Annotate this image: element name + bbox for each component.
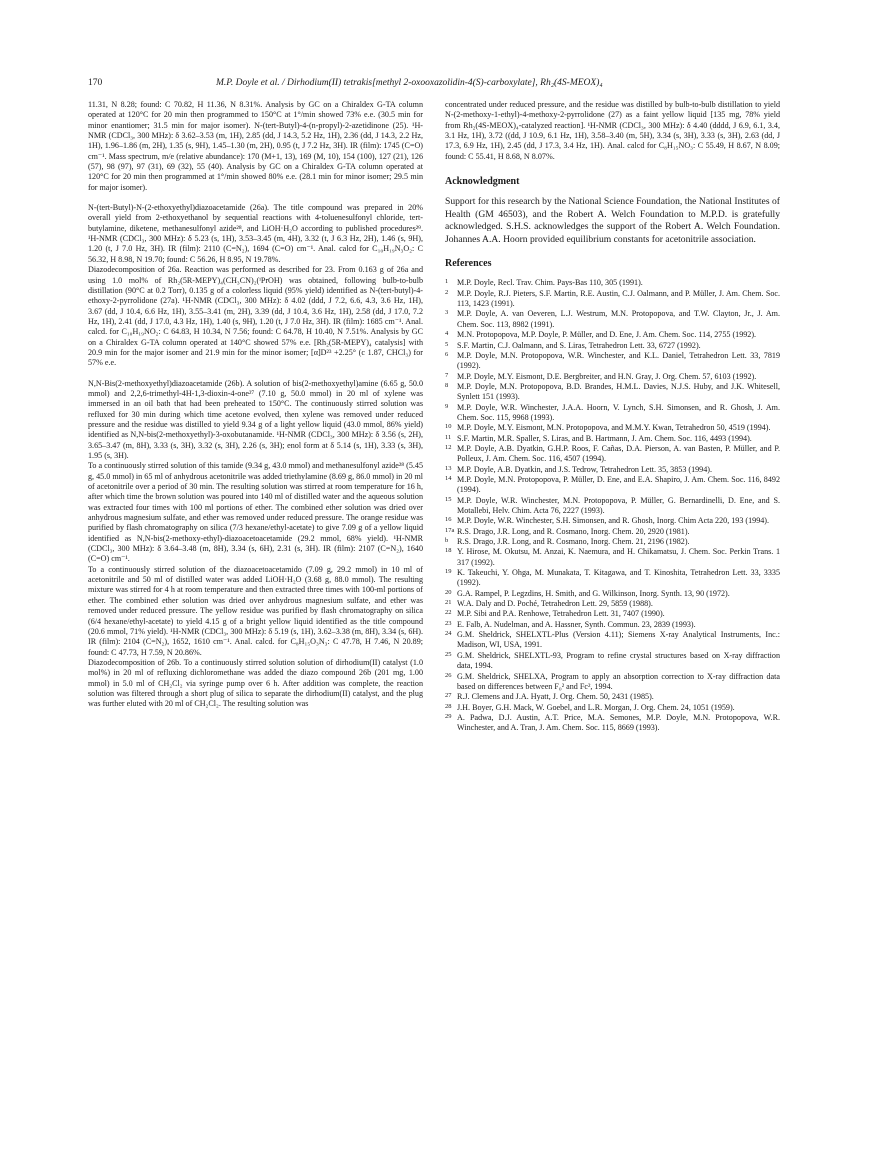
body-paragraph: To a continuously stirred solution of the diazoacetoacetamido (7.09 g, 29.2 mmol) in 10 ml of acetonitrile and 50 ml of distilled water was added LiOH·H₂O (3.68 g, 88.0 mmol). The resulting mixture was stirred for 4 h at room temperature and then extracted three times with 100-ml portions of ether. The combined ether solution was dried over anhydrous magnesium sulfate, and ether was removed under reduced pressure. The yellow residue was purified by flash chromatography on silica (6/4 hexane/ethyl-acetate) to yield 4.15 g of a bright yellow liquid identified as the title compound (20.6 mmol, 71% yield). ¹H-NMR (CDCl₃, 300 MHz): δ 5.19 (s, 1H), 3.62–3.38 (m, 8H), 3.34 (s, 6H). IR (film): 2104 (C=N₂), 1652, 1610 cm⁻¹. Anal. calcd. for C₈H₁₅O₃N₃: C 47.78, H 7.46, N 20.89; found: C 47.73, H 7.59, N 20.86%. <box>88 564 423 657</box>
reference-number: 9 <box>445 402 449 410</box>
reference-item <box>445 620 780 630</box>
reference-number: 29 <box>445 712 452 720</box>
reference-item <box>445 516 780 526</box>
reference-number: 17a <box>445 526 455 534</box>
reference-number: 14 <box>445 474 452 482</box>
reference-number: 22 <box>445 609 452 617</box>
reference-text: M.N. Protopopova, M.P. Doyle, P. Müller, and D. Ene, J. Am. Chem. Soc. 114, 2755 (1992). <box>457 330 757 340</box>
reference-item <box>445 630 780 651</box>
acknowledgment-text: Support for this research by the National Science Foundation, the National Institutes of Health (GM 46503), and the Robert A. Welch Foundation to M.P.D. is gratefully acknowledged. S.H.S. acknowledges the support of the Robert A. Welch Foundation. Johannes A.A. Hoorn provided equilibrium constants for acetonitrile association. <box>445 196 780 245</box>
reference-item <box>445 330 780 340</box>
reference-text: J.H. Boyer, G.H. Mack, W. Goebel, and L.R. Morgan, J. Org. Chem. 24, 1051 (1959). <box>457 702 735 712</box>
reference-text: M.P. Doyle, A. van Oeveren, L.J. Westrum, M.N. Protopopova, and T.W. Clayton, Jr., J. Am. Chem. Soc. 113, 8982 (1991). <box>457 309 780 329</box>
reference-number: 5 <box>445 340 449 348</box>
reference-item <box>445 609 780 619</box>
body-paragraph: N-(tert-Butyl)-N-(2-ethoxyethyl)diazoacetamide (26a). The title compound was prepared in 20% overall yield from 2-ethoxyethanol by sequential reactions with 4-toluenesulfonyl chloride, tert-butylamine, diketene, methanesulfonyl azide²⁸, and LiOH·H₂O according to published procedures²⁹. ¹H-NMR (CDCl₃, 300 MHz): δ 5.23 (s, 1H), 3.53–3.45 (m, 4H), 3.32 (t, J 6.3 Hz, 2H), 1.46 (s, 9H), 1.20 (t, J 7.0 Hz, 3H). IR (film): 2110 (C=N₂), 1694 (C=O) cm⁻¹. Anal. calcd for C₁₀H₁₉N₃O₂: C 56.32, H 8.98, N 19.70; found: C 56.26, H 8.95, N 19.78%. <box>88 203 423 264</box>
reference-item <box>445 434 780 444</box>
reference-item <box>445 537 780 547</box>
reference-text: M.P. Doyle, M.N. Protopopova, W.R. Winchester, and K.L. Daniel, Tetrahedron Lett. 33, 7819 (1992). <box>457 350 780 371</box>
reference-number: 8 <box>445 381 449 389</box>
reference-item <box>445 496 780 517</box>
reference-number: 2 <box>445 288 449 296</box>
body-paragraph: Diazodecomposition of 26a. Reaction was performed as described for 23. From 0.163 g of 26a and using 1.0 mol% of Rh₂(5R-MEPY)₄(CH₃CN)₂(ⁱPrOH) was obtained, following bulb-to-bulb distillation (90°C at 0.2 Torr), 0.135 g of a colorless liquid (95% yield) identified as N-(tert-butyl)-4-ethoxy-2-pyrrolidone (27a). ¹H-NMR (CDCl₃, 300 MHz): δ 4.02 (ddd, J 7.2, 6.6, 4.3, 3.6 Hz, 1H), 3.67 (dd, J 10.4, 6.6 Hz, 1H), 3.55–3.41 (m, 2H), 3.39 (dd, J 10.4, 3.6 Hz, 1H), 2.58 (dd, J 17.0, 7.2 Hz, 1H), 2.41 (dd, J 17.0, 4.3 Hz, 1H), 1.40 (s, 9H), 1.20 (t, J 7.0 Hz, 3H). IR (film): 1685 cm⁻¹. Anal. calcd. for C₁₀H₁₉NO₂: C 64.83, H 10.34, N 7.56; found: C 64.78, H 10.40, N 7.51%. Analysis by GC on a Chiraldex G-TA column operated at 140°C showed 57% e.e. [Rh₂(5R-MEPY)₄ catalysis] with 20.9 min for the major isomer and 21.9 min for the minor isomer; [α]D²³ +2.25° (c 1.87, CHCl₃) for 57% e.e. <box>88 265 423 368</box>
reference-item <box>445 341 780 351</box>
reference-item <box>445 475 780 496</box>
reference-item <box>445 672 780 693</box>
reference-text: M.P. Doyle, M.N. Protopopova, P. Müller, D. Ene, and E.A. Shapiro, J. Am. Chem. Soc. 116, 8492 (1994). <box>457 474 780 495</box>
reference-number: 20 <box>445 588 452 596</box>
reference-text: K. Takeuchi, Y. Ohga, M. Munakata, T. Kitagawa, and T. Kinoshita, Tetrahedron Lett. 33, 3335 (1992). <box>457 568 780 588</box>
reference-text: Y. Hirose, M. Okutsu, M. Anzai, K. Naemura, and H. Chikamatsu, J. Chem. Soc. Perkin Trans. 1 317 (1992). <box>457 547 780 567</box>
acknowledgment-heading: Acknowledgment <box>445 176 520 188</box>
reference-item <box>445 547 780 568</box>
reference-item <box>445 703 780 713</box>
reference-number: 25 <box>445 650 452 658</box>
reference-item <box>445 351 780 372</box>
reference-item <box>445 589 780 599</box>
reference-number: 16 <box>445 516 452 524</box>
reference-item <box>445 278 780 288</box>
reference-item <box>445 403 780 424</box>
reference-number: 26 <box>445 671 452 679</box>
page-header <box>88 76 788 90</box>
reference-text: M.P. Doyle, W.R. Winchester, J.A.A. Hoorn, V. Lynch, S.H. Simonsen, and R. Ghosh, J. Am. Chem. Soc. 115, 9968 (1993). <box>457 402 780 422</box>
reference-text: M.P. Doyle, M.N. Protopopova, B.D. Brandes, H.M.L. Davies, N.J.S. Huby, and J.K. Whitesell, Synlett 151 (1993). <box>457 381 780 402</box>
reference-item <box>445 568 780 589</box>
reference-item <box>445 651 780 672</box>
reference-number: 27 <box>445 692 452 700</box>
body-paragraph: concentrated under reduced pressure, and the residue was distilled by bulb-to-bulb distillation to yield N-(2-methoxy-1-ethyl)-4-methoxy-2-pyrrolidone (27) as a faint yellow liquid [135 mg, 78% yield from Rh₂(4S-MEOX)₄-catalyzed reaction]. ¹H-NMR (CDCl₃, 300 MHz): δ 4.40 (dddd, J 6.9, 6.1, 3.4, 3.1 Hz, 1H), 3.72 ((dd, J 10.9, 6.1 Hz, 1H), 3.58–3.40 (m, 5H), 3.34 (s, 3H), 3.33 (s, 3H), 2.63 (dd, J 17.3, 6.9 Hz, 1H), 2.45 (dd, J 17.3, 3.4 Hz, 1H). Anal. calcd for C₈H₁₅NO₃: C 55.49, H 8.67, N 8.09; found: C 55.41, H 8.68, N 8.07%. <box>445 100 780 161</box>
reference-item <box>445 444 780 465</box>
reference-number: 4 <box>445 330 449 338</box>
reference-number: b <box>445 537 449 545</box>
reference-text: M.P. Doyle, Recl. Trav. Chim. Pays-Bas 110, 305 (1991). <box>457 278 643 288</box>
reference-text: M.P. Doyle, A.B. Dyatkin, and J.S. Tedrow, Tetrahedron Lett. 35, 3853 (1994). <box>457 464 712 474</box>
reference-text: M.P. Doyle, M.Y. Eismont, D.E. Bergbreiter, and H.N. Gray, J. Org. Chem. 57, 6103 (1992). <box>457 371 757 381</box>
reference-number: 15 <box>445 495 452 503</box>
reference-text: G.M. Sheldrick, SHELXA, Program to apply an absorption correction to X-ray diffraction data based on differences between F₀² and Fc², 1994. <box>457 671 780 691</box>
reference-number: 7 <box>445 371 449 379</box>
reference-number: 21 <box>445 599 452 607</box>
reference-item <box>445 465 780 475</box>
body-paragraph: Diazodecomposition of 26b. To a continuously stirred solution solution of dirhodium(II) catalyst (1.0 mol%) in 20 ml of refluxing dichloromethane was added the diazo compound 26b (201 mg, 1.00 mmol) in 5.0 ml of CH₂Cl₂ via syringe pump over 6 h. After addition was complete, the reaction solution was filtered through a short plug of silica to separate the dirhodium(II) catalyst, and the plug was further eluted with 20 ml of CH₂Cl₂. The resulting solution was <box>88 657 423 709</box>
page-number: 170 <box>88 78 103 88</box>
reference-number: 18 <box>445 547 452 555</box>
reference-text: S.F. Martin, M.R. Spaller, S. Liras, and B. Hartmann, J. Am. Chem. Soc. 116, 4493 (1994). <box>457 433 752 443</box>
reference-text: G.A. Rampel, P. Legzdins, H. Smith, and G. Wilkinson, Inorg. Synth. 13, 90 (1972). <box>457 588 730 598</box>
reference-text: M.P. Doyle, M.Y. Eismont, M.N. Protopopova, and M.M.Y. Kwan, Tetrahedron 50, 4519 (1994). <box>457 423 771 433</box>
reference-text: M.P. Sibi and P.A. Renhowe, Tetrahedron Lett. 31, 7407 (1990). <box>457 609 665 619</box>
reference-item <box>445 599 780 609</box>
reference-text: R.J. Clemens and J.A. Hyatt, J. Org. Chem. 50, 2431 (1985). <box>457 692 654 702</box>
reference-item <box>445 713 780 734</box>
reference-list <box>445 278 780 733</box>
reference-text: A. Padwa, D.J. Austin, A.T. Price, M.A. Semones, M.P. Doyle, M.N. Protopopova, W.R. Winchester, and A. Tran, J. Am. Chem. Soc. 115, 8669 (1993). <box>457 712 780 733</box>
body-paragraph: To a continuously stirred solution of this tamide (9.34 g, 43.0 mmol) and methanesulfonyl azide²⁸ (5.45 g, 45.0 mmol) in 65 ml of anhydrous acetonitrile was added triethylamine (8.69 g, 86.0 mmol) in 20 ml of acetonitrile over a period of 30 min. The resulting solution was stirred at room temperature for 16 h, after which time the brown solution was poured into 140 ml of distilled water and the aqueous solution was extracted four times with 100 ml portions of ether. The combined ether solution was dried over anhydrous magnesium sulfate, and ether was removed under reduced pressure. The orange residue was purified by flash chromatography on silica (7/3 hexane/ethyl-acetate) to give 7.09 g of a yellow liquid identified as N,N-bis(2-methoxy-ethyl)-diazoacetoacetamide (29.2 mmol, 68% yield). ¹H-NMR (CDCl₃, 300 MHz): δ 3.64–3.48 (m, 8H), 3.34 (s, 6H), 2.31 (s, 3H). IR (film): 2107 (C=N₂), 1640 (C=O) cm⁻¹. <box>88 461 423 564</box>
reference-item <box>445 289 780 310</box>
reference-text: W.A. Daly and D. Poché, Tetrahedron Lett. 29, 5859 (1988). <box>457 599 653 609</box>
reference-number: 10 <box>445 423 452 431</box>
reference-number: 24 <box>445 630 452 638</box>
reference-text: G.M. Sheldrick, SHELXTL-Plus (Version 4.11); Siemens X-ray Analytical Instruments, Inc.: Madison, WI, USA, 1991. <box>457 630 780 650</box>
reference-text: G.M. Sheldrick, SHELXTL-93, Program to refine crystal structures based on X-ray diffraction data, 1994. <box>457 650 780 671</box>
reference-text: R.S. Drago, J.R. Long, and R. Cosmano, Inorg. Chem. 21, 2196 (1982). <box>457 537 690 547</box>
reference-text: M.P. Doyle, R.J. Pieters, S.F. Martin, R.E. Austin, C.J. Oalmann, and P. Müller, J. Am. Chem. Soc. 113, 1423 (1991). <box>457 288 780 309</box>
reference-text: M.P. Doyle, W.R. Winchester, S.H. Simonsen, and R. Ghosh, Inorg. Chim Acta 220, 193 (1994). <box>457 516 770 526</box>
reference-number: 19 <box>445 568 452 576</box>
body-paragraph: N,N-Bis(2-methoxyethyl)diazoacetamide (26b). A solution of bis(2-methoxyethyl)amine (6.65 g, 50.0 mmol) and 2,2,6-trimethyl-4H-1,3-dioxin-4-one²⁷ (7.10 g, 50.0 mmol) in 20 ml of xylene was immersed in an oil bath that had been preheated to 150°C. The continuously stirred solution was refluxed for 30 min during which time acetone evolved, then xylene was removed under reduced pressure and the residue was distilled to yield 9.34 g of a light yellow liquid (43.0 mmol, 86% yield) identified as N,N-bis(2-methoxyethyl)-3-oxobutanamide. ¹H-NMR (CDCl₃, 300 MHz): δ 3.56 (s, 2H), 3.65–3.47 (m, 8H), 3.33 (s, 3H), 3.32 (s, 3H), 2.26 (s, 3H); enol form at δ 5.14 (s, 1H), 3.33 (s, 3H), 1.95 (s, 3H). <box>88 378 423 460</box>
reference-item <box>445 527 780 537</box>
reference-item <box>445 423 780 433</box>
reference-text: S.F. Martin, C.J. Oalmann, and S. Liras, Tetrahedron Lett. 33, 6727 (1992). <box>457 340 701 350</box>
reference-text: E. Falb, A. Nudelman, and A. Hassner, Synth. Commun. 23, 2839 (1993). <box>457 619 696 629</box>
reference-number: 11 <box>445 433 452 441</box>
reference-number: 28 <box>445 702 452 710</box>
reference-item <box>445 382 780 403</box>
body-paragraph: 11.31, N 8.28; found: C 70.82, H 11.36, N 8.31%. Analysis by GC on a Chiraldex G-TA column operated at 120°C for 20 min then programmed to 150°C at 1°/min showed 73% e.e. (30.5 min for minor enantiomer; 31.5 min for major isomer). N-(tert-Butyl)-4-(n-propyl)-2-azetidinone (25). ¹H-NMR (CDCl₃, 300 MHz): δ 3.62–3.53 (m, 1H), 2.85 (dd, J 14.3, 5.2 Hz, 1H), 2.36 (dd, J 14.3, 2.2 Hz, 1H), 1.96–1.86 (m, 2H), 1.35 (s, 9H), 1.45–1.30 (m, 2H), 0.95 (t, J 7.2 Hz, 3H). IR (film): 1745 (C=O) cm⁻¹. Mass spectrum, m/e (relative abundance): 170 (M+1, 13), 169 (M, 10), 154 (100), 127 (21), 126 (57), 98 (97), 97 (31), 69 (32), 55 (40). Analysis by GC on a Chiraldex G-TA column operated at 120°C for 20 min then programmed at 1°/min showed 80% e.e. (28.1 min for minor isomer; 29.5 min for major isomer). <box>88 100 423 192</box>
reference-number: 1 <box>445 278 449 286</box>
reference-number: 13 <box>445 464 452 472</box>
reference-item <box>445 372 780 382</box>
right-column <box>445 100 780 734</box>
reference-text: R.S. Drago, J.R. Long, and R. Cosmano, Inorg. Chem. 20, 2920 (1981). <box>457 526 690 536</box>
reference-item <box>445 692 780 702</box>
running-head: M.P. Doyle et al. / Dirhodium(II) tetrakis[methyl 2-oxooxazolidin-4(S)-carboxylate], Rh₂(4S-MEOX)₄ <box>216 78 603 88</box>
reference-number: 23 <box>445 619 452 627</box>
reference-text: M.P. Doyle, W.R. Winchester, M.N. Protopopova, P. Müller, G. Bernardinelli, D. Ene, and S. Motallebi, Helv. Chim. Acta 76, 2227 (1993). <box>457 495 780 515</box>
references-heading: References <box>445 258 492 270</box>
reference-text: M.P. Doyle, A.B. Dyatkin, G.H.P. Roos, F. Cañas, D.A. Pierson, A. van Basten, P. Müller, and P. Polleux, J. Am. Chem. Soc. 116, 4507 (1994). <box>457 443 780 464</box>
reference-number: 12 <box>445 443 452 451</box>
left-column <box>88 100 423 710</box>
reference-number: 6 <box>445 350 449 358</box>
reference-item <box>445 309 780 330</box>
reference-number: 3 <box>445 309 449 317</box>
